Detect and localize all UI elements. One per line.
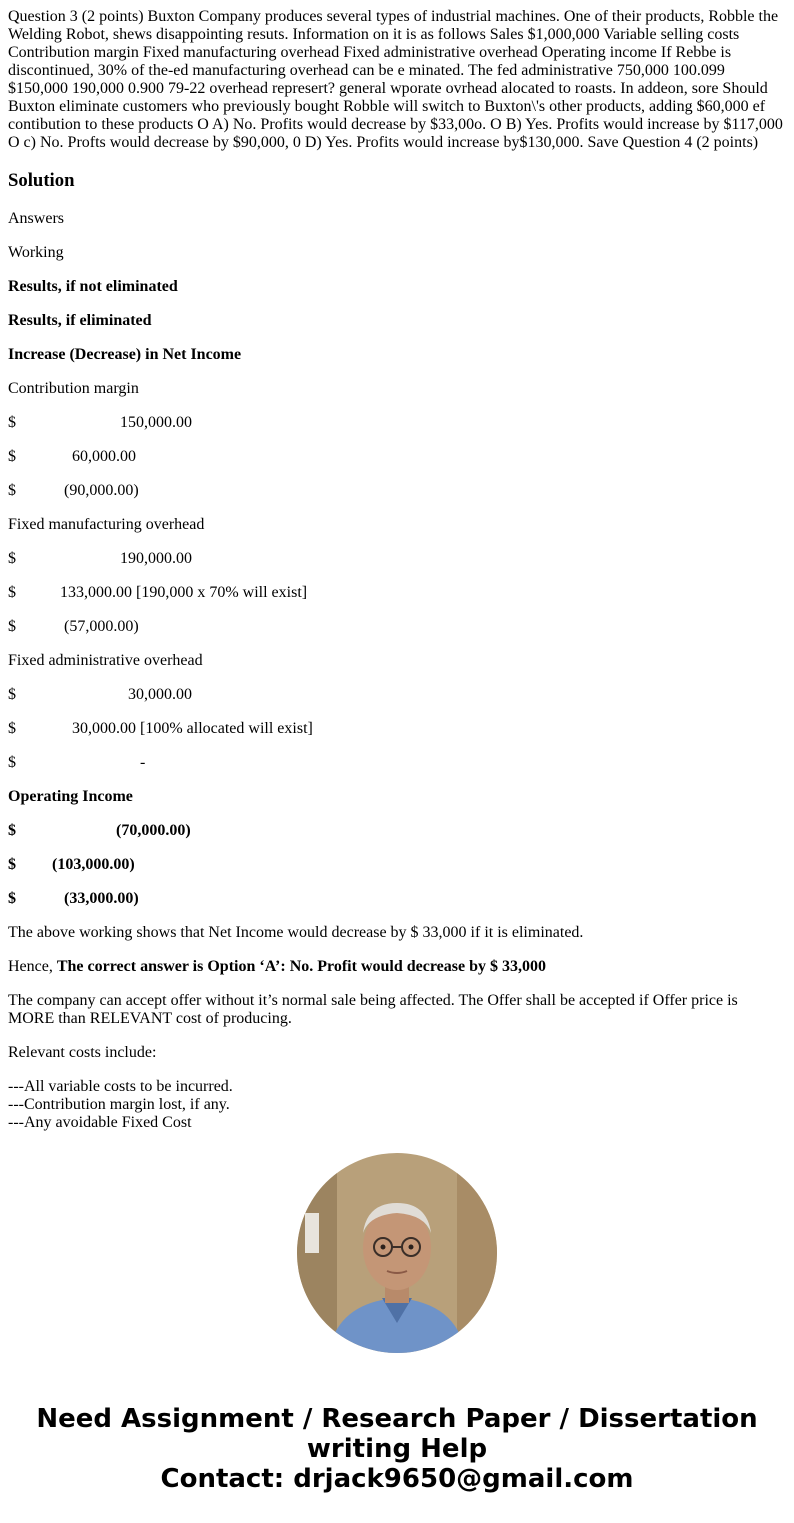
list-item: ---Any avoidable Fixed Cost — [8, 1114, 192, 1131]
answers-label: Answers — [8, 210, 64, 227]
promo-contact: Contact: drjack9650@gmail.com — [160, 1464, 634, 1494]
solution-heading: Solution — [8, 170, 75, 191]
row-value-eliminated: $ 133,000.00 [190,000 x 70% will exist] — [8, 584, 308, 601]
row-value-eliminated: $ 60,000.00 — [8, 448, 136, 465]
hence-line — [8, 958, 786, 976]
column-header-not-eliminated: Results, if not eliminated — [8, 278, 178, 295]
list-item: ---Contribution margin lost, if any. — [8, 1096, 230, 1113]
list-item: ---All variable costs to be incurred. — [8, 1078, 233, 1095]
promo-line-1: Need Assignment / Research Paper / Dissertation — [36, 1404, 758, 1434]
conclusion-text: The above working shows that Net Income would decrease by $ 33,000 if it is eliminated. — [8, 924, 584, 941]
row-value-eliminated: $ 30,000.00 [100% allocated will exist] — [8, 720, 313, 737]
correct-answer: The correct answer is Option ‘A’: No. Profit would decrease by $ 33,000 — [56, 958, 546, 975]
relevant-costs-label: Relevant costs include: — [8, 1044, 157, 1061]
working-label: Working — [8, 244, 64, 261]
column-header-eliminated: Results, if eliminated — [8, 312, 152, 329]
person-portrait-icon — [297, 1153, 497, 1353]
column-header-change: Increase (Decrease) in Net Income — [8, 346, 242, 363]
row-value-not-eliminated: $ 190,000.00 — [8, 550, 192, 567]
row-value-change: $ (57,000.00) — [8, 618, 139, 635]
row-value-eliminated: $ (103,000.00) — [8, 856, 135, 873]
row-value-not-eliminated: $ 150,000.00 — [8, 414, 192, 431]
question-text: Question 3 (2 points) Buxton Company produces several types of industrial machines. One of their products, Robble the Welding Robot, shews disappointing resuts. Information on it is as follows Sales $1,000,000 Variable selling costs Contribution margin Fixed manufacturing overhead Fixed administrative overhead Operating income If Rebbe is discontinued, 30% of the-ed manufacturing overhead can be e minated. The fed administrative 750,000 100.099 $150,000 190,000 0.900 79-22 overhead represert? general wporate ovrhead alocated to roasts. In addeon, sore Should Buxton eliminate customers who previously bought Robble will switch to Buxton\'s other products, adding $60,000 ef contibution to these products O A) No. Profits would decrease by $33,00o. O B) Yes. Profits would increase by $117,000 O c) No. Profts would decrease by $90,000, 0 D) Yes. Profits would increase by$130,000. Save Question 4 (2 points) — [8, 8, 783, 151]
row-value-not-eliminated: $ (70,000.00) — [8, 822, 191, 839]
avatar — [297, 1153, 497, 1353]
row-value-change: $ - — [8, 754, 146, 771]
offer-text: The company can accept offer without it’s normal sale being affected. The Offer shall be accepted if Offer price is MORE than RELEVANT cost of producing. — [8, 992, 738, 1027]
relevant-costs-list — [8, 1078, 786, 1132]
row-label-contribution-margin: Contribution margin — [8, 380, 139, 397]
row-label-fixed-manufacturing-overhead: Fixed manufacturing overhead — [8, 516, 205, 533]
row-label-operating-income: Operating Income — [8, 788, 133, 805]
row-value-not-eliminated: $ 30,000.00 — [8, 686, 192, 703]
hence-prefix: Hence, — [8, 958, 57, 975]
promo-line-2: writing Help — [306, 1434, 488, 1464]
promo-banner — [0, 1404, 794, 1494]
row-value-change: $ (90,000.00) — [8, 482, 139, 499]
row-value-change: $ (33,000.00) — [8, 890, 139, 907]
row-label-fixed-administrative-overhead: Fixed administrative overhead — [8, 652, 203, 669]
solution-document — [8, 8, 786, 1131]
